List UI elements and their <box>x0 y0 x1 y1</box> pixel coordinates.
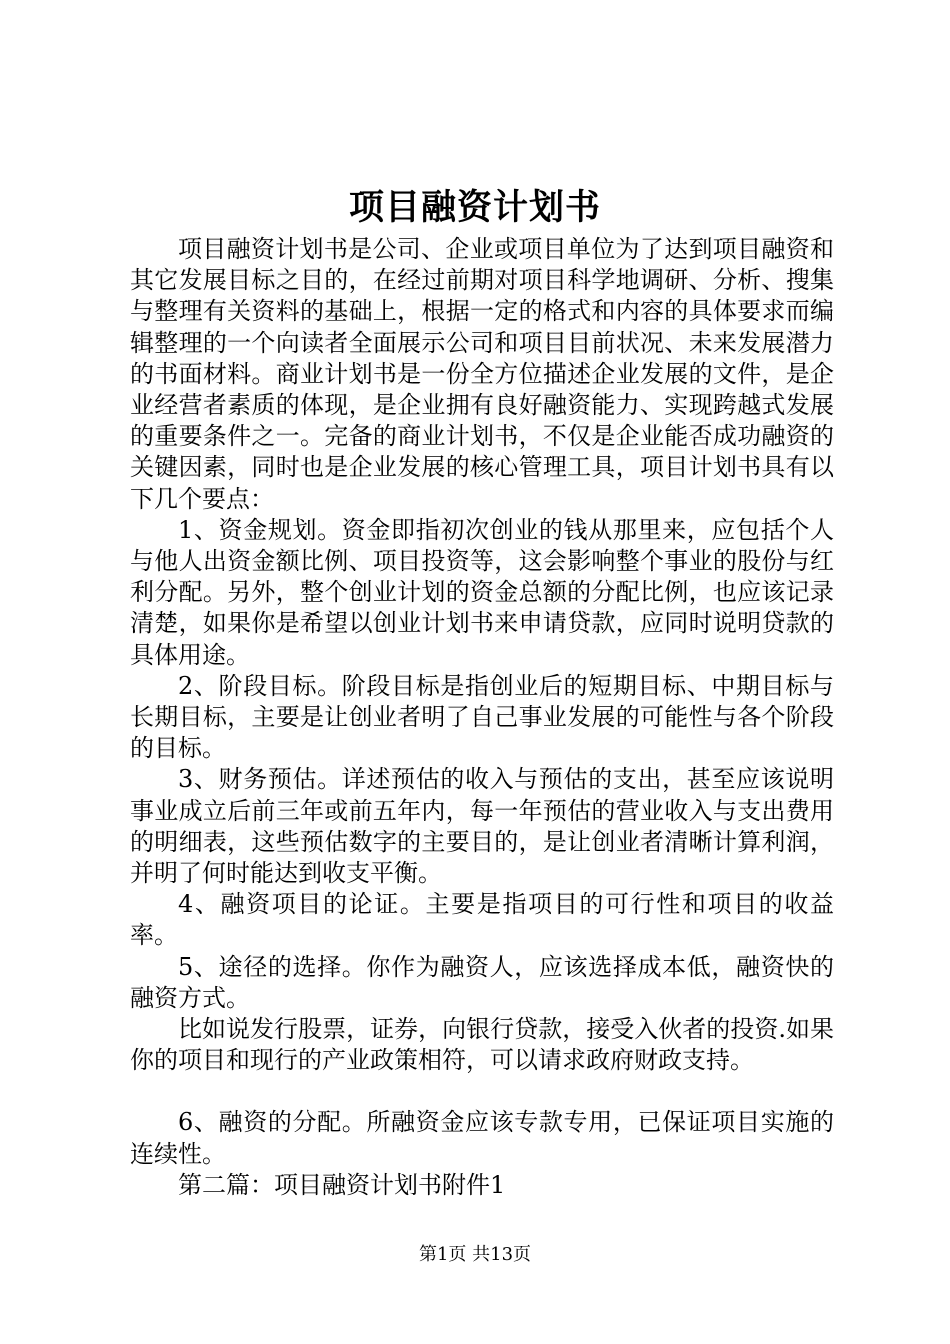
paragraph-intro: 项目融资计划书是公司、企业或项目单位为了达到项目融资和其它发展目标之目的，在经过前期对项目科学地调研、分析、搜集与整理有关资料的基础上，根据一定的格式和内容的具体要求而编辑整理的一个向读者全面展示公司和项目目前状况、未来发展潜力的书面材料。商业计划书是一份全方位描述企业发展的文件，是企业经营者素质的体现，是企业拥有良好融资能力、实现跨越式发展的重要条件之一。完备的商业计划书，不仅是企业能否成功融资的关键因素，同时也是企业发展的核心管理工具，项目计划书具有以下几个要点： <box>130 235 834 513</box>
document-title: 项目融资计划书 <box>348 187 601 228</box>
paragraph-point-4: 4、融资项目的论证。主要是指项目的可行性和项目的收益率。 <box>130 890 834 950</box>
paragraph-section-heading: 第二篇：项目融资计划书附件1 <box>178 1170 506 1199</box>
document-body <box>130 234 834 1201</box>
paragraph-example: 比如说发行股票，证券，向银行贷款，接受入伙者的投资.如果你的项目和现行的产业政策相符，可以请求政府财政支持。 <box>130 1015 834 1075</box>
paragraph-point-5: 5、途径的选择。你作为融资人，应该选择成本低，融资快的融资方式。 <box>130 952 834 1012</box>
paragraph-point-6: 6、融资的分配。所融资金应该专款专用，已保证项目实施的连续性。 <box>130 1108 834 1168</box>
page-footer: 第1页 共13页 <box>418 1244 532 1265</box>
paragraph-point-2: 2、阶段目标。阶段目标是指创业后的短期目标、中期目标与长期目标，主要是让创业者明了自己事业发展的可能性与各个阶段的目标。 <box>130 671 834 763</box>
paragraph-point-3: 3、财务预估。详述预估的收入与预估的支出，甚至应该说明事业成立后前三年或前五年内，每一年预估的营业收入与支出费用的明细表，这些预估数字的主要目的，是让创业者清晰计算利润，并明了何时能达到收支平衡。 <box>130 765 834 888</box>
paragraph-point-1: 1、资金规划。资金即指初次创业的钱从那里来，应包括个人与他人出资金额比例、项目投资等，这会影响整个事业的股份与红利分配。另外，整个创业计划的资金总额的分配比例，也应该记录清楚，如果你是希望以创业计划书来申请贷款，应同时说明贷款的具体用途。 <box>130 515 834 669</box>
